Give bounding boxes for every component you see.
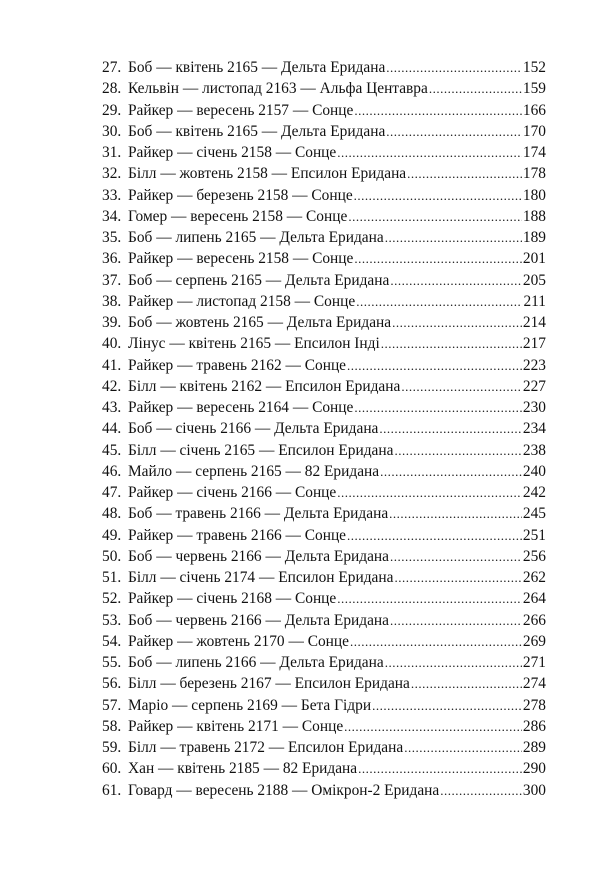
dot-leader	[354, 400, 522, 416]
dot-leader	[358, 761, 522, 777]
chapter-number: 44.	[102, 420, 122, 438]
toc-entry	[102, 123, 546, 144]
chapter-title: Райкер — вересень 2157 — Сонце	[128, 101, 354, 119]
page-number: 289	[522, 739, 546, 756]
chapter-number: 31.	[102, 144, 122, 161]
toc-entry	[102, 165, 546, 186]
page-number: 201	[522, 250, 546, 268]
dot-leader	[348, 209, 522, 225]
toc-entry	[102, 335, 546, 356]
page-number: 262	[522, 569, 546, 586]
chapter-number: 56.	[102, 675, 122, 693]
chapter-title: Маріо — серпень 2169 — Бета Гідри	[128, 696, 372, 714]
chapter-title: Райкер — січень 2166 — Сонце	[128, 484, 337, 501]
chapter-number: 40.	[102, 335, 122, 353]
page-number: 166	[522, 101, 546, 119]
chapter-number: 61.	[102, 781, 122, 799]
chapter-number: 32.	[102, 165, 122, 183]
chapter-number: 28.	[102, 80, 122, 98]
chapter-title: Райкер — січень 2168 — Сонце	[128, 590, 337, 608]
page-number: 178	[522, 165, 546, 183]
page-number: 238	[522, 441, 546, 459]
dot-leader	[356, 294, 522, 310]
dot-leader	[390, 273, 522, 289]
dot-leader	[404, 740, 522, 756]
dot-leader	[372, 698, 522, 714]
page-number: 274	[522, 675, 546, 693]
toc-entry	[102, 420, 546, 441]
toc-entry	[102, 675, 546, 696]
chapter-title: Боб — жовтень 2165 — Дельта Еридана	[128, 314, 392, 331]
chapter-title: Райкер — березень 2158 — Сонце	[128, 186, 353, 204]
chapter-title: Боб — червень 2166 — Дельта Еридана	[128, 611, 389, 629]
table-of-contents	[102, 59, 546, 803]
toc-entry	[102, 442, 546, 463]
chapter-title: Боб — січень 2166 — Дельта Еридана	[128, 420, 379, 438]
dot-leader	[401, 379, 522, 395]
chapter-title: Гомер — вересень 2158 — Сонце	[128, 207, 348, 225]
page-number: 214	[522, 314, 546, 331]
chapter-title: Райкер — жовтень 2170 — Сонце	[128, 632, 349, 650]
page-number: 278	[522, 696, 546, 714]
toc-entry	[102, 187, 546, 208]
toc-entry	[102, 272, 546, 293]
chapter-title: Говард — вересень 2188 — Омікрон-2 Еридана	[128, 781, 440, 799]
page-number: 286	[522, 717, 546, 735]
chapter-title: Білл — січень 2165 — Епсилон Еридана	[128, 441, 394, 459]
chapter-title: Кельвін — листопад 2163 — Альфа Центавра	[128, 80, 428, 98]
dot-leader	[390, 549, 522, 565]
chapter-number: 36.	[102, 250, 122, 268]
page-number: 264	[522, 590, 546, 608]
toc-entry	[102, 293, 546, 314]
dot-leader	[337, 145, 522, 161]
toc-entry	[102, 782, 546, 803]
toc-entry	[102, 760, 546, 781]
chapter-title: Лінус — квітень 2165 — Епсилон Інді	[128, 335, 380, 353]
toc-entry	[102, 590, 546, 611]
dot-leader	[354, 188, 522, 204]
page-number: 271	[522, 654, 546, 671]
chapter-number: 48.	[102, 505, 122, 523]
toc-entry	[102, 463, 546, 484]
dot-leader	[380, 464, 522, 480]
chapter-title: Боб — червень 2166 — Дельта Еридана	[128, 547, 389, 565]
dot-leader	[407, 166, 522, 182]
chapter-number: 41.	[102, 356, 122, 374]
chapter-title: Боб — травень 2166 — Дельта Еридана	[128, 505, 389, 523]
page-number: 227	[522, 377, 546, 395]
toc-entry	[102, 739, 546, 760]
chapter-title: Боб — липень 2165 — Дельта Еридана	[128, 229, 384, 246]
chapter-title: Білл — січень 2174 — Епсилон Еридана	[128, 569, 394, 586]
page-number: 251	[522, 526, 546, 544]
chapter-title: Райкер — травень 2162 — Сонце	[128, 356, 347, 374]
chapter-number: 39.	[102, 314, 122, 331]
toc-entry	[102, 229, 546, 250]
chapter-title: Райкер — листопад 2158 — Сонце	[128, 292, 356, 310]
chapter-title: Боб — серпень 2165 — Дельта Еридана	[128, 271, 390, 289]
chapter-title: Білл — жовтень 2158 — Епсилон Еридана	[128, 165, 407, 183]
page-number: 152	[522, 59, 546, 76]
toc-entry	[102, 80, 546, 101]
toc-entry	[102, 144, 546, 165]
chapter-number: 47.	[102, 484, 122, 501]
page-number: 234	[522, 420, 546, 438]
chapter-title: Білл — квітень 2162 — Епсилон Еридана	[128, 377, 401, 395]
dot-leader	[347, 358, 522, 374]
chapter-number: 59.	[102, 739, 122, 756]
chapter-number: 58.	[102, 717, 122, 735]
toc-entry	[102, 697, 546, 718]
chapter-number: 53.	[102, 611, 122, 629]
page-number: 188	[522, 207, 546, 225]
toc-entry	[102, 569, 546, 590]
dot-leader	[379, 421, 522, 437]
toc-entry	[102, 59, 546, 80]
dot-leader	[354, 251, 522, 267]
dot-leader	[394, 443, 521, 459]
page-number: 242	[522, 484, 546, 501]
page-number: 245	[522, 505, 546, 523]
chapter-number: 33.	[102, 186, 122, 204]
toc-entry	[102, 314, 546, 335]
dot-leader	[381, 336, 522, 352]
chapter-number: 37.	[102, 271, 122, 289]
chapter-title: Райкер — вересень 2164 — Сонце	[128, 399, 354, 416]
toc-entry	[102, 250, 546, 271]
toc-entry	[102, 527, 546, 548]
dot-leader	[429, 81, 522, 97]
chapter-number: 49.	[102, 526, 122, 544]
chapter-number: 35.	[102, 229, 122, 246]
toc-entry	[102, 399, 546, 420]
toc-entry	[102, 718, 546, 739]
chapter-number: 57.	[102, 696, 122, 714]
page-number: 290	[522, 760, 546, 778]
chapter-title: Райкер — січень 2158 — Сонце	[128, 144, 337, 161]
chapter-number: 30.	[102, 122, 122, 140]
dot-leader	[347, 528, 522, 544]
dot-leader	[390, 613, 522, 629]
page-number: 266	[522, 611, 546, 629]
dot-leader	[386, 60, 522, 76]
page-number: 159	[522, 80, 546, 98]
chapter-number: 34.	[102, 207, 122, 225]
chapter-number: 50.	[102, 547, 122, 565]
dot-leader	[344, 719, 522, 735]
page-number: 217	[522, 335, 546, 353]
page-number: 180	[522, 186, 546, 204]
page-number: 223	[522, 356, 546, 374]
chapter-title: Боб — квітень 2165 — Дельта Еридана	[128, 122, 386, 140]
chapter-number: 51.	[102, 569, 122, 586]
page-number: 300	[522, 781, 546, 799]
page-number: 269	[522, 632, 546, 650]
dot-leader	[389, 506, 522, 522]
toc-entry	[102, 208, 546, 229]
chapter-title: Боб — квітень 2165 — Дельта Еридана	[128, 59, 386, 76]
chapter-number: 43.	[102, 399, 122, 416]
chapter-number: 29.	[102, 101, 122, 119]
page-number: 174	[522, 144, 546, 161]
chapter-number: 38.	[102, 292, 122, 310]
chapter-title: Райкер — квітень 2171 — Сонце	[128, 717, 344, 735]
page-number: 256	[522, 547, 546, 565]
page-number: 189	[522, 229, 546, 246]
chapter-title: Райкер — вересень 2158 — Сонце	[128, 250, 354, 268]
chapter-number: 42.	[102, 377, 122, 395]
dot-leader	[440, 783, 522, 799]
dot-leader	[337, 591, 522, 607]
chapter-number: 46.	[102, 462, 122, 480]
chapter-title: Білл — березень 2167 — Епсилон Еридана	[128, 675, 410, 693]
page-number: 240	[522, 462, 546, 480]
chapter-title: Хан — квітень 2185 — 82 Еридана	[128, 760, 358, 778]
toc-entry	[102, 378, 546, 399]
toc-entry	[102, 505, 546, 526]
chapter-number: 60.	[102, 760, 122, 778]
dot-leader	[386, 124, 522, 140]
dot-leader	[337, 485, 522, 501]
chapter-title: Білл — травень 2172 — Епсилон Еридана	[128, 739, 404, 756]
dot-leader	[411, 676, 522, 692]
toc-entry	[102, 357, 546, 378]
dot-leader	[385, 230, 522, 246]
page-number: 170	[522, 122, 546, 140]
chapter-number: 52.	[102, 590, 122, 608]
toc-entry	[102, 654, 546, 675]
dot-leader	[354, 103, 522, 119]
chapter-number: 54.	[102, 632, 122, 650]
dot-leader	[392, 315, 522, 331]
dot-leader	[350, 634, 522, 650]
dot-leader	[385, 655, 522, 671]
toc-entry	[102, 484, 546, 505]
chapter-number: 45.	[102, 441, 122, 459]
page-number: 205	[522, 271, 546, 289]
chapter-title: Боб — липень 2166 — Дельта Еридана	[128, 654, 384, 671]
toc-entry	[102, 633, 546, 654]
chapter-number: 55.	[102, 654, 122, 671]
dot-leader	[394, 570, 521, 586]
toc-entry	[102, 548, 546, 569]
chapter-number: 27.	[102, 59, 122, 76]
page-number: 230	[522, 399, 546, 416]
chapter-title: Майло — серпень 2165 — 82 Еридана	[128, 462, 380, 480]
toc-entry	[102, 612, 546, 633]
chapter-title: Райкер — травень 2166 — Сонце	[128, 526, 347, 544]
toc-entry	[102, 102, 546, 123]
page-number: 211	[523, 292, 546, 310]
